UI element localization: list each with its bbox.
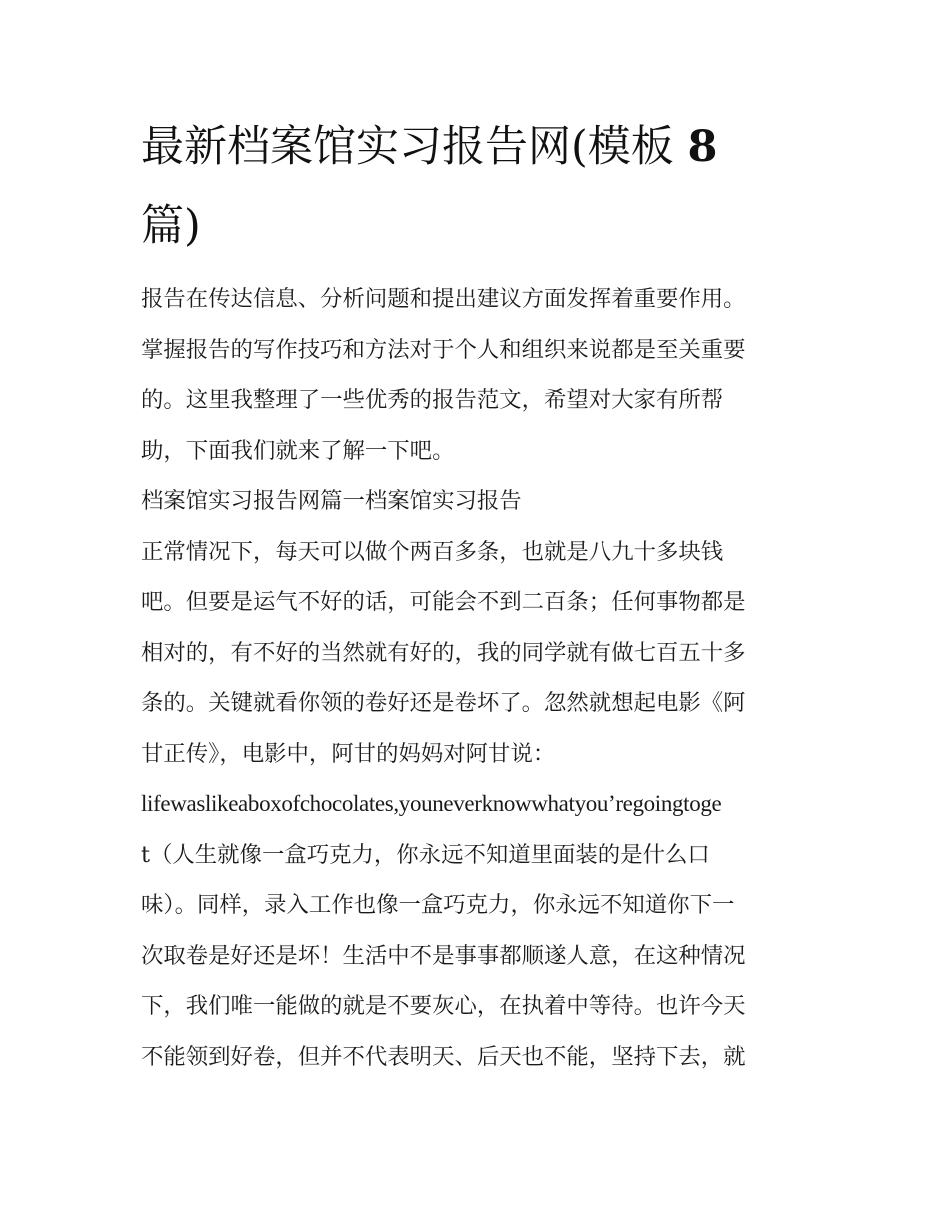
body-line: t（人生就像一盒巧克力，你永远不知道里面装的是什么口 [141,841,710,868]
body-line-english-quote: lifewaslikeaboxofchocolates,youneverknowwhatyou’regoingtoge [141,791,722,816]
body-line: 味）。同样，录入工作也像一盒巧克力，你永远不知道你下一 [141,892,735,918]
body-line: 甘正传》，电影中，阿甘的妈妈对阿甘说： [141,740,556,767]
document-title [141,108,813,266]
body-line: 相对的，有不好的当然就有好的，我的同学就有做七百五十多 [141,639,746,666]
body-line: 不能领到好卷，但并不代表明天、后天也不能，坚持下去，就 [141,1043,746,1070]
body-line: 报告在传达信息、分析问题和提出建议方面发挥着重要作用。 [141,286,746,312]
body-line: 条的。关键就看你领的卷好还是卷坏了。忽然就想起电影《阿 [141,690,746,716]
body-line: 掌握报告的写作技巧和方法对于个人和组织来说都是至关重要 [141,336,746,363]
document-body [141,108,813,1082]
title-line-1-text: 最新档案馆实习报告网(模板 [141,122,688,172]
body-line: 下，我们唯一能做的就是不要灰心，在执着中等待。也许今天 [141,993,746,1019]
body-line: 的。这里我整理了一些优秀的报告范文，希望对大家有所帮 [141,387,724,413]
body-line: 正常情况下，每天可以做个两百多条，也就是八九十多块钱 [141,538,724,565]
title-line-1-number: 8 [687,122,718,172]
title-line-2-text: 篇) [141,201,201,251]
body-line: 助，下面我们就来了解一下吧。 [141,437,455,464]
body-line: 吧。但要是运气不好的话，可能会不到二百条；任何事物都是 [141,589,746,615]
body-line: 次取卷是好还是坏！生活中不是事事都顺遂人意，在这种情况 [141,942,746,969]
section-heading: 档案馆实习报告网篇一档案馆实习报告 [141,488,522,514]
